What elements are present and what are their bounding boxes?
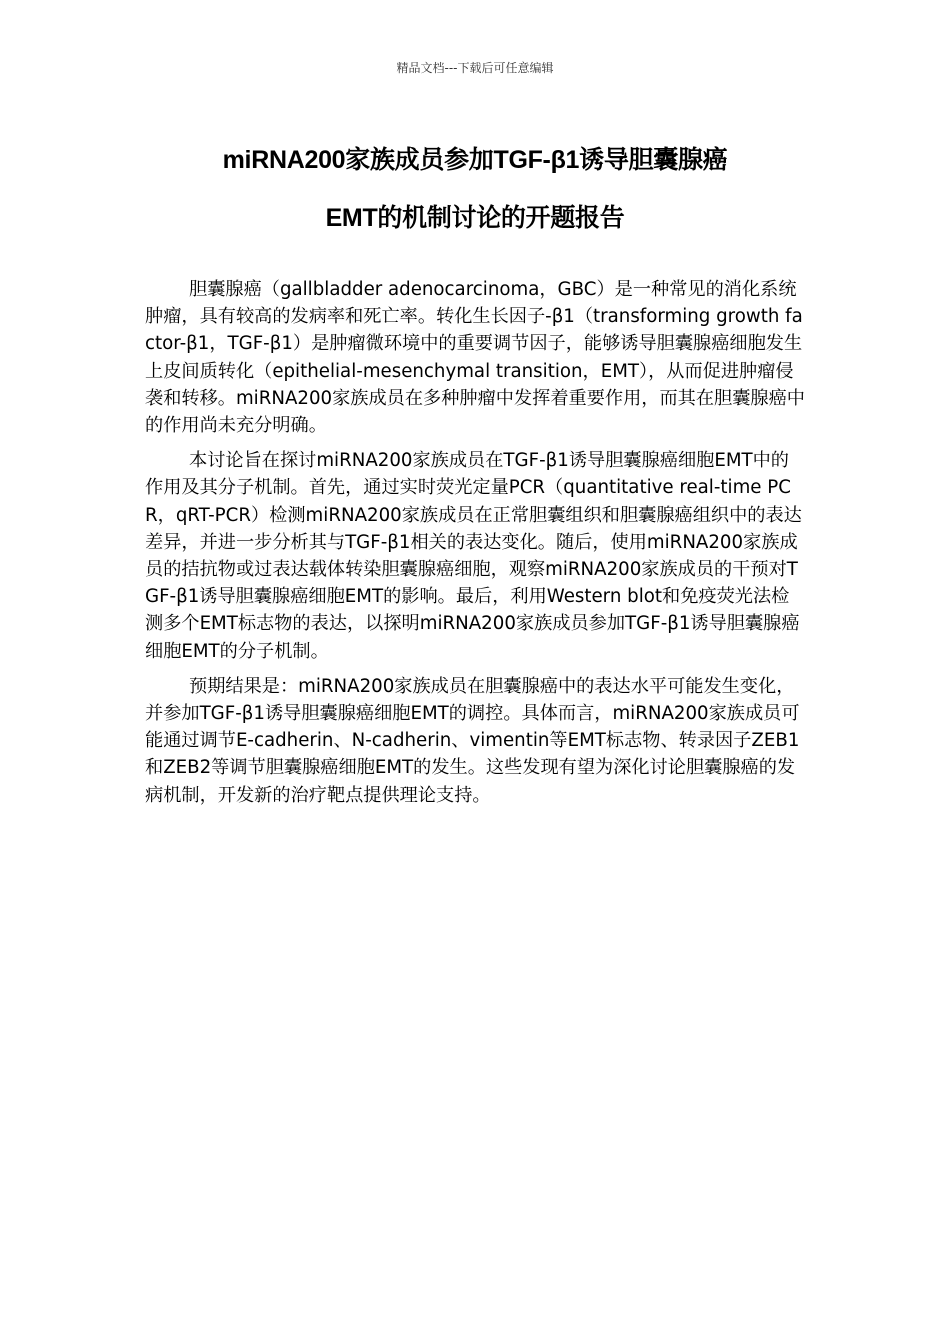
document-title-line-2: EMT的机制讨论的开题报告: [325, 204, 625, 232]
document-title-line-1: miRNA200家族成员参加TGF-β1诱导胆囊腺癌: [222, 146, 728, 174]
paragraph-methods: 本讨论旨在探讨miRNA200家族成员在TGF-β1诱导胆囊腺癌细胞EMT中的作用及其分子机制。首先，通过实时荧光定量PCR（quantitative real-time PCR，qRT-PCR）检测miRNA200家族成员在正常胆囊组织和胆囊腺癌组织中的表达差异，并进一步分析其与TGF-β1相关的表达变化。随后，使用miRNA200家族成员的拮抗物或过表达载体转染胆囊腺癌细胞，观察miRNA200家族成员的干预对TGF-β1诱导胆囊腺癌细胞EMT的影响。最后，利用Western blot和免疫荧光法检测多个EMT标志物的表达，以探明miRNA200家族成员参加TGF-β1诱导胆囊腺癌细胞EMT的分子机制。: [145, 450, 802, 662]
document-body: [145, 276, 805, 817]
paragraph-expected-results: 预期结果是：miRNA200家族成员在胆囊腺癌中的表达水平可能发生变化，并参加TGF-β1诱导胆囊腺癌细胞EMT的调控。具体而言，miRNA200家族成员可能通过调节E-cadherin、N-cadherin、vimentin等EMT标志物、转录因子ZEB1和ZEB2等调节胆囊腺癌细胞EMT的发生。这些发现有望为深化讨论胆囊腺癌的发病机制，开发新的治疗靶点提供理论支持。: [145, 675, 800, 806]
header-note: 精品文档---下载后可任意编辑: [396, 61, 554, 75]
paragraph-background: 胆囊腺癌（gallbladder adenocarcinoma，GBC）是一种常见的消化系统肿瘤，具有较高的发病率和死亡率。转化生长因子-β1（transforming growth factor-β1，TGF-β1）是肿瘤微环境中的重要调节因子，能够诱导胆囊腺癌细胞发生上皮间质转化（epithelial-mesenchymal transition，EMT），从而促进肿瘤侵袭和转移。miRNA200家族成员在多种肿瘤中发挥着重要作用，而其在胆囊腺癌中的作用尚未充分明确。: [145, 279, 805, 437]
